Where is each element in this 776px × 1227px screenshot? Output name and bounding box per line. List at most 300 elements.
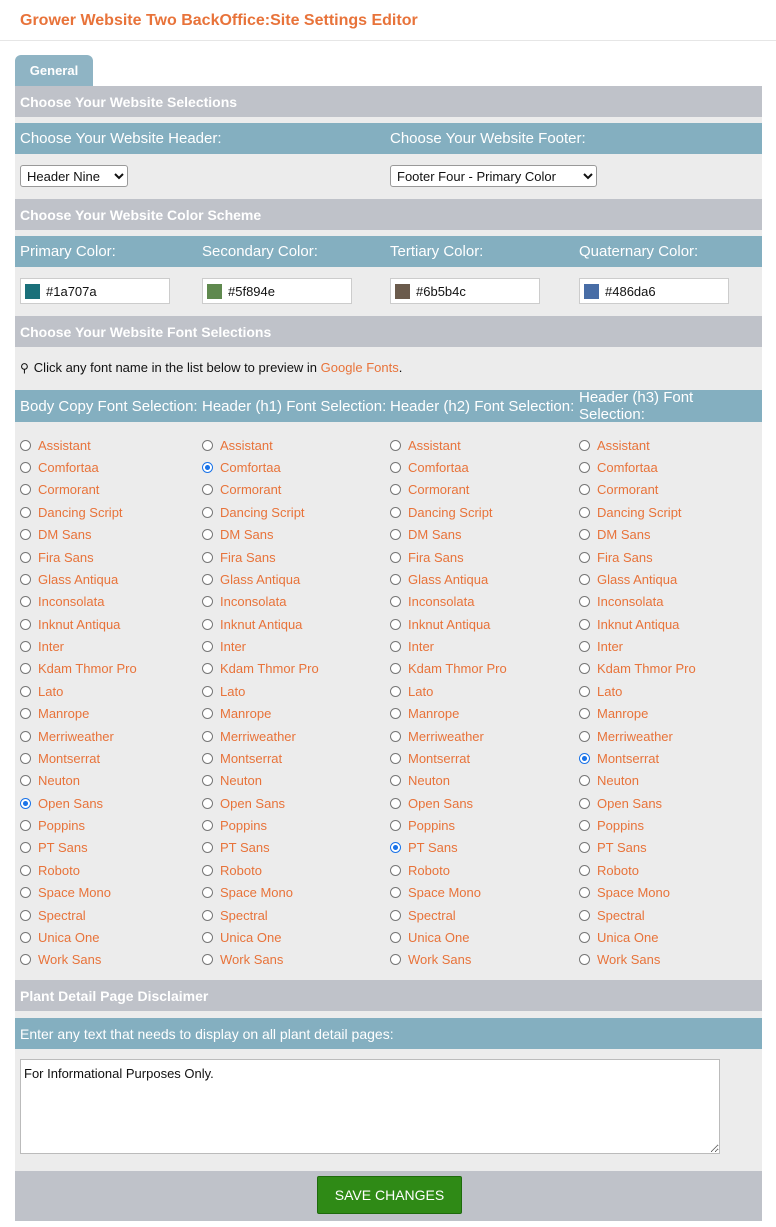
font-radio[interactable] bbox=[20, 484, 31, 495]
font-radio[interactable] bbox=[390, 641, 401, 652]
font-option[interactable] bbox=[390, 770, 507, 792]
font-radio[interactable] bbox=[390, 440, 401, 451]
font-name-link[interactable]: Cormorant bbox=[597, 482, 659, 498]
font-name-link[interactable]: Poppins bbox=[408, 818, 455, 834]
font-name-link[interactable]: Merriweather bbox=[408, 728, 484, 744]
font-radio[interactable] bbox=[20, 440, 31, 451]
font-name-link[interactable]: Space Mono bbox=[597, 885, 670, 901]
font-option[interactable] bbox=[579, 792, 696, 814]
font-radio[interactable] bbox=[579, 753, 590, 764]
font-radio[interactable] bbox=[20, 798, 31, 809]
font-radio[interactable] bbox=[579, 507, 590, 518]
quaternary-color-field[interactable] bbox=[579, 278, 729, 304]
font-name-link[interactable]: Glass Antiqua bbox=[38, 571, 119, 587]
font-radio[interactable] bbox=[202, 641, 213, 652]
font-option[interactable] bbox=[202, 703, 319, 725]
font-option[interactable] bbox=[20, 747, 137, 769]
font-radio[interactable] bbox=[390, 529, 401, 540]
font-name-link[interactable]: DM Sans bbox=[220, 527, 274, 543]
font-option[interactable] bbox=[202, 747, 319, 769]
font-radio[interactable] bbox=[390, 820, 401, 831]
font-option[interactable] bbox=[20, 434, 137, 456]
font-option[interactable] bbox=[202, 770, 319, 792]
font-name-link[interactable]: Lato bbox=[408, 683, 434, 699]
font-name-link[interactable]: Comfortaa bbox=[38, 460, 99, 476]
font-name-link[interactable]: Fira Sans bbox=[38, 549, 94, 565]
font-option[interactable] bbox=[202, 904, 319, 926]
font-option[interactable] bbox=[579, 635, 696, 657]
font-radio[interactable] bbox=[20, 842, 31, 853]
font-option[interactable] bbox=[579, 613, 696, 635]
font-radio[interactable] bbox=[202, 887, 213, 898]
primary-color-field[interactable] bbox=[20, 278, 170, 304]
font-option[interactable] bbox=[20, 591, 137, 613]
font-radio[interactable] bbox=[202, 596, 213, 607]
font-name-link[interactable]: Assistant bbox=[408, 437, 461, 453]
font-name-link[interactable]: Roboto bbox=[220, 862, 262, 878]
font-radio[interactable] bbox=[20, 932, 31, 943]
font-name-link[interactable]: Montserrat bbox=[220, 750, 283, 766]
font-radio[interactable] bbox=[20, 753, 31, 764]
font-option[interactable] bbox=[579, 725, 696, 747]
font-option[interactable] bbox=[202, 479, 319, 501]
font-name-link[interactable]: Work Sans bbox=[408, 952, 472, 968]
font-name-link[interactable]: Unica One bbox=[38, 929, 100, 945]
font-name-link[interactable]: Poppins bbox=[220, 818, 267, 834]
save-changes-button[interactable]: SAVE CHANGES bbox=[317, 1176, 462, 1214]
font-option[interactable] bbox=[390, 635, 507, 657]
font-option[interactable] bbox=[390, 882, 507, 904]
font-radio[interactable] bbox=[579, 574, 590, 585]
font-radio[interactable] bbox=[579, 932, 590, 943]
font-option[interactable] bbox=[202, 613, 319, 635]
font-option[interactable] bbox=[579, 591, 696, 613]
font-name-link[interactable]: Montserrat bbox=[38, 750, 101, 766]
font-option[interactable] bbox=[579, 949, 696, 971]
font-option[interactable] bbox=[20, 524, 137, 546]
font-option[interactable] bbox=[202, 814, 319, 836]
font-name-link[interactable]: Open Sans bbox=[408, 795, 474, 811]
font-radio[interactable] bbox=[390, 798, 401, 809]
font-name-link[interactable]: Space Mono bbox=[220, 885, 293, 901]
font-radio[interactable] bbox=[390, 910, 401, 921]
font-option[interactable] bbox=[202, 859, 319, 881]
font-option[interactable] bbox=[390, 434, 507, 456]
font-radio[interactable] bbox=[579, 865, 590, 876]
font-radio[interactable] bbox=[390, 932, 401, 943]
font-option[interactable] bbox=[202, 837, 319, 859]
font-radio[interactable] bbox=[390, 596, 401, 607]
font-radio[interactable] bbox=[202, 574, 213, 585]
font-option[interactable] bbox=[579, 703, 696, 725]
font-name-link[interactable]: Dancing Script bbox=[408, 504, 493, 520]
tertiary-color-field[interactable] bbox=[390, 278, 540, 304]
font-option[interactable] bbox=[20, 456, 137, 478]
font-radio[interactable] bbox=[579, 440, 590, 451]
font-option[interactable] bbox=[390, 703, 507, 725]
font-option[interactable] bbox=[20, 546, 137, 568]
font-name-link[interactable]: Inter bbox=[220, 639, 247, 655]
font-name-link[interactable]: Inconsolata bbox=[38, 594, 105, 610]
font-option[interactable] bbox=[20, 837, 137, 859]
font-radio[interactable] bbox=[202, 663, 213, 674]
font-radio[interactable] bbox=[202, 775, 213, 786]
font-name-link[interactable]: PT Sans bbox=[220, 840, 270, 856]
font-radio[interactable] bbox=[390, 663, 401, 674]
font-option[interactable] bbox=[579, 837, 696, 859]
font-radio[interactable] bbox=[202, 507, 213, 518]
font-name-link[interactable]: Fira Sans bbox=[597, 549, 653, 565]
font-name-link[interactable]: Spectral bbox=[408, 907, 456, 923]
font-radio[interactable] bbox=[390, 954, 401, 965]
font-option[interactable] bbox=[20, 814, 137, 836]
font-option[interactable] bbox=[579, 680, 696, 702]
secondary-color-field[interactable] bbox=[202, 278, 352, 304]
font-option[interactable] bbox=[202, 882, 319, 904]
font-name-link[interactable]: Fira Sans bbox=[408, 549, 464, 565]
font-name-link[interactable]: Unica One bbox=[408, 929, 470, 945]
font-radio[interactable] bbox=[202, 753, 213, 764]
font-option[interactable] bbox=[202, 635, 319, 657]
font-option[interactable] bbox=[20, 568, 137, 590]
font-radio[interactable] bbox=[579, 619, 590, 630]
font-option[interactable] bbox=[202, 568, 319, 590]
font-radio[interactable] bbox=[579, 641, 590, 652]
font-radio[interactable] bbox=[390, 865, 401, 876]
font-option[interactable] bbox=[20, 770, 137, 792]
font-radio[interactable] bbox=[390, 462, 401, 473]
font-radio[interactable] bbox=[579, 484, 590, 495]
font-option[interactable] bbox=[390, 501, 507, 523]
font-option[interactable] bbox=[20, 792, 137, 814]
font-option[interactable] bbox=[202, 456, 319, 478]
tab-general[interactable]: General bbox=[15, 55, 93, 86]
header-select[interactable] bbox=[20, 165, 128, 187]
font-name-link[interactable]: Dancing Script bbox=[597, 504, 682, 520]
font-name-link[interactable]: Comfortaa bbox=[220, 460, 281, 476]
color-swatch[interactable] bbox=[207, 284, 222, 299]
font-option[interactable] bbox=[390, 680, 507, 702]
font-name-link[interactable]: Kdam Thmor Pro bbox=[597, 661, 696, 677]
font-name-link[interactable]: Glass Antiqua bbox=[597, 571, 678, 587]
font-option[interactable] bbox=[579, 882, 696, 904]
font-option[interactable] bbox=[202, 949, 319, 971]
font-option[interactable] bbox=[202, 658, 319, 680]
font-name-link[interactable]: Manrope bbox=[597, 706, 649, 722]
font-option[interactable] bbox=[390, 859, 507, 881]
font-option[interactable] bbox=[390, 456, 507, 478]
font-radio[interactable] bbox=[202, 731, 213, 742]
font-name-link[interactable]: Kdam Thmor Pro bbox=[220, 661, 319, 677]
font-radio[interactable] bbox=[390, 731, 401, 742]
font-name-link[interactable]: Merriweather bbox=[597, 728, 673, 744]
font-radio[interactable] bbox=[20, 663, 31, 674]
font-radio[interactable] bbox=[579, 596, 590, 607]
font-name-link[interactable]: DM Sans bbox=[38, 527, 92, 543]
font-option[interactable] bbox=[579, 658, 696, 680]
font-option[interactable] bbox=[390, 904, 507, 926]
font-option[interactable] bbox=[202, 591, 319, 613]
font-name-link[interactable]: Inknut Antiqua bbox=[597, 616, 680, 632]
font-radio[interactable] bbox=[390, 753, 401, 764]
font-option[interactable] bbox=[202, 546, 319, 568]
font-name-link[interactable]: Spectral bbox=[597, 907, 645, 923]
font-name-link[interactable]: DM Sans bbox=[597, 527, 651, 543]
font-name-link[interactable]: Comfortaa bbox=[597, 460, 658, 476]
font-radio[interactable] bbox=[202, 954, 213, 965]
color-swatch[interactable] bbox=[584, 284, 599, 299]
font-name-link[interactable]: Cormorant bbox=[408, 482, 470, 498]
font-radio[interactable] bbox=[579, 686, 590, 697]
font-name-link[interactable]: Poppins bbox=[38, 818, 85, 834]
font-radio[interactable] bbox=[20, 552, 31, 563]
font-name-link[interactable]: Neuton bbox=[220, 773, 262, 789]
font-name-link[interactable]: Neuton bbox=[38, 773, 80, 789]
font-name-link[interactable]: Kdam Thmor Pro bbox=[38, 661, 137, 677]
font-name-link[interactable]: Kdam Thmor Pro bbox=[408, 661, 507, 677]
disclaimer-textarea[interactable] bbox=[20, 1059, 720, 1154]
font-option[interactable] bbox=[20, 501, 137, 523]
font-radio[interactable] bbox=[579, 731, 590, 742]
font-name-link[interactable]: Merriweather bbox=[38, 728, 114, 744]
font-radio[interactable] bbox=[20, 887, 31, 898]
font-name-link[interactable]: Inknut Antiqua bbox=[220, 616, 303, 632]
font-name-link[interactable]: Inknut Antiqua bbox=[38, 616, 121, 632]
font-radio[interactable] bbox=[202, 798, 213, 809]
font-radio[interactable] bbox=[579, 663, 590, 674]
font-radio[interactable] bbox=[202, 910, 213, 921]
font-name-link[interactable]: Lato bbox=[38, 683, 64, 699]
font-option[interactable] bbox=[202, 434, 319, 456]
font-option[interactable] bbox=[20, 882, 137, 904]
font-name-link[interactable]: Roboto bbox=[408, 862, 450, 878]
font-name-link[interactable]: PT Sans bbox=[38, 840, 88, 856]
font-option[interactable] bbox=[202, 680, 319, 702]
font-option[interactable] bbox=[390, 792, 507, 814]
font-name-link[interactable]: Inknut Antiqua bbox=[408, 616, 491, 632]
font-name-link[interactable]: Lato bbox=[597, 683, 623, 699]
font-name-link[interactable]: Glass Antiqua bbox=[220, 571, 301, 587]
font-radio[interactable] bbox=[579, 842, 590, 853]
font-radio[interactable] bbox=[202, 529, 213, 540]
font-name-link[interactable]: Assistant bbox=[38, 437, 91, 453]
font-name-link[interactable]: Spectral bbox=[38, 907, 86, 923]
font-radio[interactable] bbox=[202, 865, 213, 876]
font-option[interactable] bbox=[390, 658, 507, 680]
font-option[interactable] bbox=[579, 479, 696, 501]
font-radio[interactable] bbox=[579, 798, 590, 809]
font-name-link[interactable]: Roboto bbox=[38, 862, 80, 878]
font-name-link[interactable]: Inconsolata bbox=[220, 594, 287, 610]
font-name-link[interactable]: Fira Sans bbox=[220, 549, 276, 565]
font-radio[interactable] bbox=[20, 596, 31, 607]
font-name-link[interactable]: Montserrat bbox=[408, 750, 471, 766]
font-option[interactable] bbox=[579, 456, 696, 478]
font-option[interactable] bbox=[20, 635, 137, 657]
font-radio[interactable] bbox=[390, 507, 401, 518]
font-name-link[interactable]: Neuton bbox=[408, 773, 450, 789]
font-option[interactable] bbox=[579, 770, 696, 792]
font-radio[interactable] bbox=[579, 529, 590, 540]
font-radio[interactable] bbox=[202, 932, 213, 943]
font-option[interactable] bbox=[579, 926, 696, 948]
font-name-link[interactable]: Cormorant bbox=[38, 482, 100, 498]
font-radio[interactable] bbox=[20, 820, 31, 831]
font-radio[interactable] bbox=[20, 731, 31, 742]
color-swatch[interactable] bbox=[395, 284, 410, 299]
font-name-link[interactable]: Space Mono bbox=[38, 885, 111, 901]
font-name-link[interactable]: Roboto bbox=[597, 862, 639, 878]
font-option[interactable] bbox=[390, 568, 507, 590]
font-option[interactable] bbox=[579, 904, 696, 926]
font-name-link[interactable]: Spectral bbox=[220, 907, 268, 923]
font-option[interactable] bbox=[390, 814, 507, 836]
font-radio[interactable] bbox=[20, 865, 31, 876]
font-name-link[interactable]: Glass Antiqua bbox=[408, 571, 489, 587]
font-option[interactable] bbox=[202, 501, 319, 523]
font-radio[interactable] bbox=[20, 910, 31, 921]
font-radio[interactable] bbox=[20, 775, 31, 786]
google-fonts-link[interactable]: Google Fonts bbox=[320, 360, 399, 375]
font-radio[interactable] bbox=[202, 842, 213, 853]
font-name-link[interactable]: Montserrat bbox=[597, 750, 660, 766]
font-name-link[interactable]: Neuton bbox=[597, 773, 639, 789]
font-name-link[interactable]: PT Sans bbox=[408, 840, 458, 856]
font-option[interactable] bbox=[390, 926, 507, 948]
font-option[interactable] bbox=[579, 524, 696, 546]
font-radio[interactable] bbox=[20, 686, 31, 697]
font-radio[interactable] bbox=[579, 708, 590, 719]
font-radio[interactable] bbox=[20, 619, 31, 630]
font-name-link[interactable]: Dancing Script bbox=[220, 504, 305, 520]
font-option[interactable] bbox=[579, 434, 696, 456]
font-option[interactable] bbox=[20, 859, 137, 881]
font-option[interactable] bbox=[390, 479, 507, 501]
font-option[interactable] bbox=[579, 747, 696, 769]
font-option[interactable] bbox=[390, 546, 507, 568]
font-option[interactable] bbox=[390, 524, 507, 546]
font-radio[interactable] bbox=[390, 708, 401, 719]
font-option[interactable] bbox=[202, 926, 319, 948]
font-radio[interactable] bbox=[20, 507, 31, 518]
font-name-link[interactable]: Assistant bbox=[220, 437, 273, 453]
font-option[interactable] bbox=[390, 591, 507, 613]
font-name-link[interactable]: PT Sans bbox=[597, 840, 647, 856]
font-radio[interactable] bbox=[390, 484, 401, 495]
font-radio[interactable] bbox=[390, 887, 401, 898]
font-name-link[interactable]: Inconsolata bbox=[408, 594, 475, 610]
font-option[interactable] bbox=[579, 546, 696, 568]
font-radio[interactable] bbox=[20, 462, 31, 473]
font-radio[interactable] bbox=[579, 954, 590, 965]
font-radio[interactable] bbox=[579, 820, 590, 831]
footer-select[interactable] bbox=[390, 165, 597, 187]
font-name-link[interactable]: Merriweather bbox=[220, 728, 296, 744]
font-name-link[interactable]: Inter bbox=[408, 639, 435, 655]
font-name-link[interactable]: Work Sans bbox=[38, 952, 102, 968]
font-radio[interactable] bbox=[20, 529, 31, 540]
font-name-link[interactable]: Manrope bbox=[220, 706, 272, 722]
font-radio[interactable] bbox=[202, 462, 213, 473]
font-radio[interactable] bbox=[202, 820, 213, 831]
font-radio[interactable] bbox=[202, 708, 213, 719]
font-name-link[interactable]: Manrope bbox=[408, 706, 460, 722]
font-name-link[interactable]: DM Sans bbox=[408, 527, 462, 543]
font-name-link[interactable]: Unica One bbox=[597, 929, 659, 945]
font-option[interactable] bbox=[579, 501, 696, 523]
font-name-link[interactable]: Open Sans bbox=[597, 795, 663, 811]
font-name-link[interactable]: Inconsolata bbox=[597, 594, 664, 610]
font-radio[interactable] bbox=[390, 619, 401, 630]
font-radio[interactable] bbox=[579, 910, 590, 921]
font-name-link[interactable]: Work Sans bbox=[220, 952, 284, 968]
font-option[interactable] bbox=[20, 680, 137, 702]
font-name-link[interactable]: Open Sans bbox=[38, 795, 104, 811]
font-radio[interactable] bbox=[202, 552, 213, 563]
font-name-link[interactable]: Unica One bbox=[220, 929, 282, 945]
font-name-link[interactable]: Manrope bbox=[38, 706, 90, 722]
font-radio[interactable] bbox=[390, 552, 401, 563]
font-option[interactable] bbox=[390, 613, 507, 635]
font-name-link[interactable]: Cormorant bbox=[220, 482, 282, 498]
color-swatch[interactable] bbox=[25, 284, 40, 299]
font-name-link[interactable]: Assistant bbox=[597, 437, 650, 453]
font-radio[interactable] bbox=[20, 574, 31, 585]
font-radio[interactable] bbox=[202, 484, 213, 495]
font-radio[interactable] bbox=[579, 775, 590, 786]
font-option[interactable] bbox=[579, 568, 696, 590]
font-radio[interactable] bbox=[202, 619, 213, 630]
font-radio[interactable] bbox=[202, 440, 213, 451]
font-radio[interactable] bbox=[579, 887, 590, 898]
font-option[interactable] bbox=[20, 613, 137, 635]
font-name-link[interactable]: Work Sans bbox=[597, 952, 661, 968]
font-option[interactable] bbox=[20, 949, 137, 971]
font-option[interactable] bbox=[20, 725, 137, 747]
font-option[interactable] bbox=[390, 747, 507, 769]
font-radio[interactable] bbox=[202, 686, 213, 697]
font-radio[interactable] bbox=[20, 708, 31, 719]
font-option[interactable] bbox=[579, 814, 696, 836]
font-option[interactable] bbox=[202, 725, 319, 747]
font-name-link[interactable]: Comfortaa bbox=[408, 460, 469, 476]
font-option[interactable] bbox=[20, 479, 137, 501]
font-name-link[interactable]: Dancing Script bbox=[38, 504, 123, 520]
font-radio[interactable] bbox=[579, 552, 590, 563]
font-option[interactable] bbox=[20, 658, 137, 680]
font-option[interactable] bbox=[390, 949, 507, 971]
font-radio[interactable] bbox=[390, 775, 401, 786]
font-name-link[interactable]: Space Mono bbox=[408, 885, 481, 901]
font-radio[interactable] bbox=[20, 954, 31, 965]
font-radio[interactable] bbox=[390, 574, 401, 585]
font-option[interactable] bbox=[20, 703, 137, 725]
font-name-link[interactable]: Open Sans bbox=[220, 795, 286, 811]
font-option[interactable] bbox=[20, 904, 137, 926]
font-name-link[interactable]: Inter bbox=[38, 639, 65, 655]
font-name-link[interactable]: Poppins bbox=[597, 818, 644, 834]
font-option[interactable] bbox=[579, 859, 696, 881]
font-name-link[interactable]: Lato bbox=[220, 683, 246, 699]
font-option[interactable] bbox=[202, 524, 319, 546]
font-radio[interactable] bbox=[390, 842, 401, 853]
font-option[interactable] bbox=[20, 926, 137, 948]
font-name-link[interactable]: Inter bbox=[597, 639, 624, 655]
font-option[interactable] bbox=[390, 725, 507, 747]
font-option[interactable] bbox=[202, 792, 319, 814]
font-radio[interactable] bbox=[20, 641, 31, 652]
font-radio[interactable] bbox=[390, 686, 401, 697]
